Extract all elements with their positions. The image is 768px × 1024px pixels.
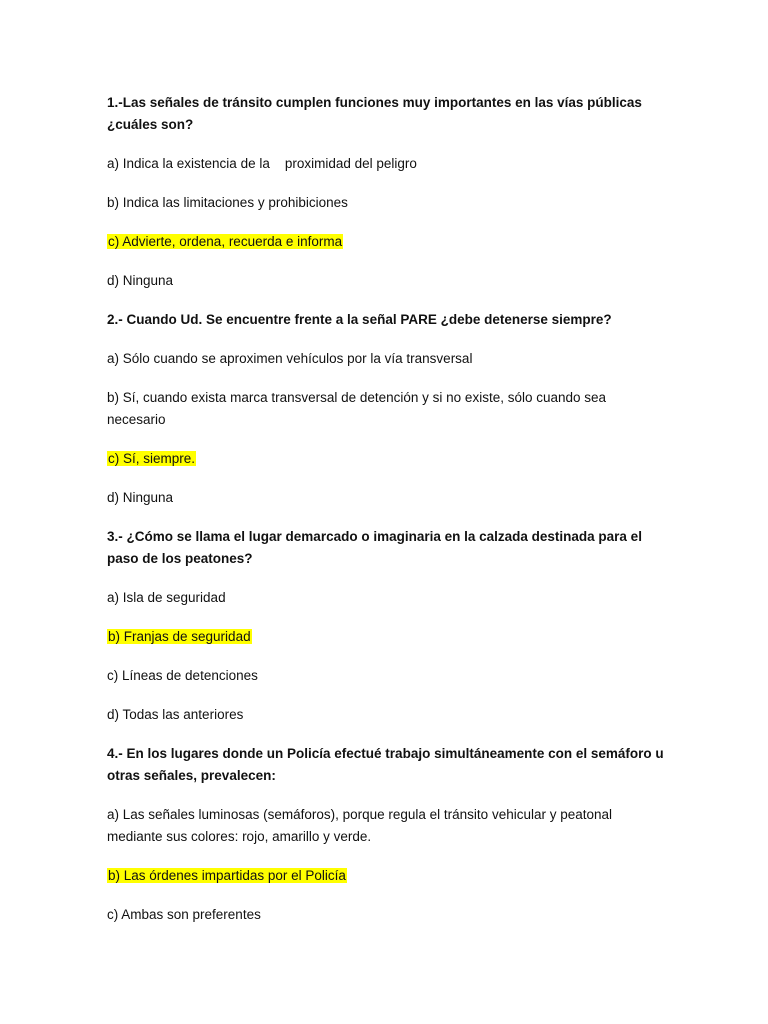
question-1-option-d: d) Ninguna [107,273,174,288]
question-3-title: 3.- ¿Cómo se llama el lugar demarcado o imaginaria en la calzada destinada para el paso de los peatones? [107,529,642,566]
question-4-option-b-correct: b) Las órdenes impartidas por el Policía [108,868,346,883]
question-2-option-b: b) Sí, cuando exista marca transversal de detención y si no existe, sólo cuando sea necesario [107,390,610,427]
quiz-content [107,92,667,943]
question-1-title: 1.-Las señales de tránsito cumplen funciones muy importantes en las vías públicas ¿cuáles son? [107,95,642,132]
question-1-option-a: a) Indica la existencia de la proximidad del peligro [107,156,417,171]
question-3-option-d: d) Todas las anteriores [107,707,244,722]
question-4-title: 4.- En los lugares donde un Policía efectué trabajo simultáneamente con el semáforo u otras señales, prevalecen: [107,746,664,783]
question-2-option-a: a) Sólo cuando se aproximen vehículos por la vía transversal [107,351,473,366]
question-4-option-a: a) Las señales luminosas (semáforos), porque regula el tránsito vehicular y peatonal mediante sus colores: rojo, amarillo y verde. [107,807,616,844]
question-1-option-b: b) Indica las limitaciones y prohibiciones [107,195,348,210]
question-3-option-c: c) Líneas de detenciones [107,668,258,683]
question-2-option-c-correct: c) Sí, siempre. [108,451,196,466]
question-3-option-b-correct: b) Franjas de seguridad [108,629,251,644]
question-2-title: 2.- Cuando Ud. Se encuentre frente a la señal PARE ¿debe detenerse siempre? [107,312,612,327]
question-1-option-c-correct: c) Advierte, ordena, recuerda e informa [108,234,343,249]
question-3-option-a: a) Isla de seguridad [107,590,226,605]
question-2-option-d: d) Ninguna [107,490,174,505]
question-4-option-c: c) Ambas son preferentes [107,907,261,922]
